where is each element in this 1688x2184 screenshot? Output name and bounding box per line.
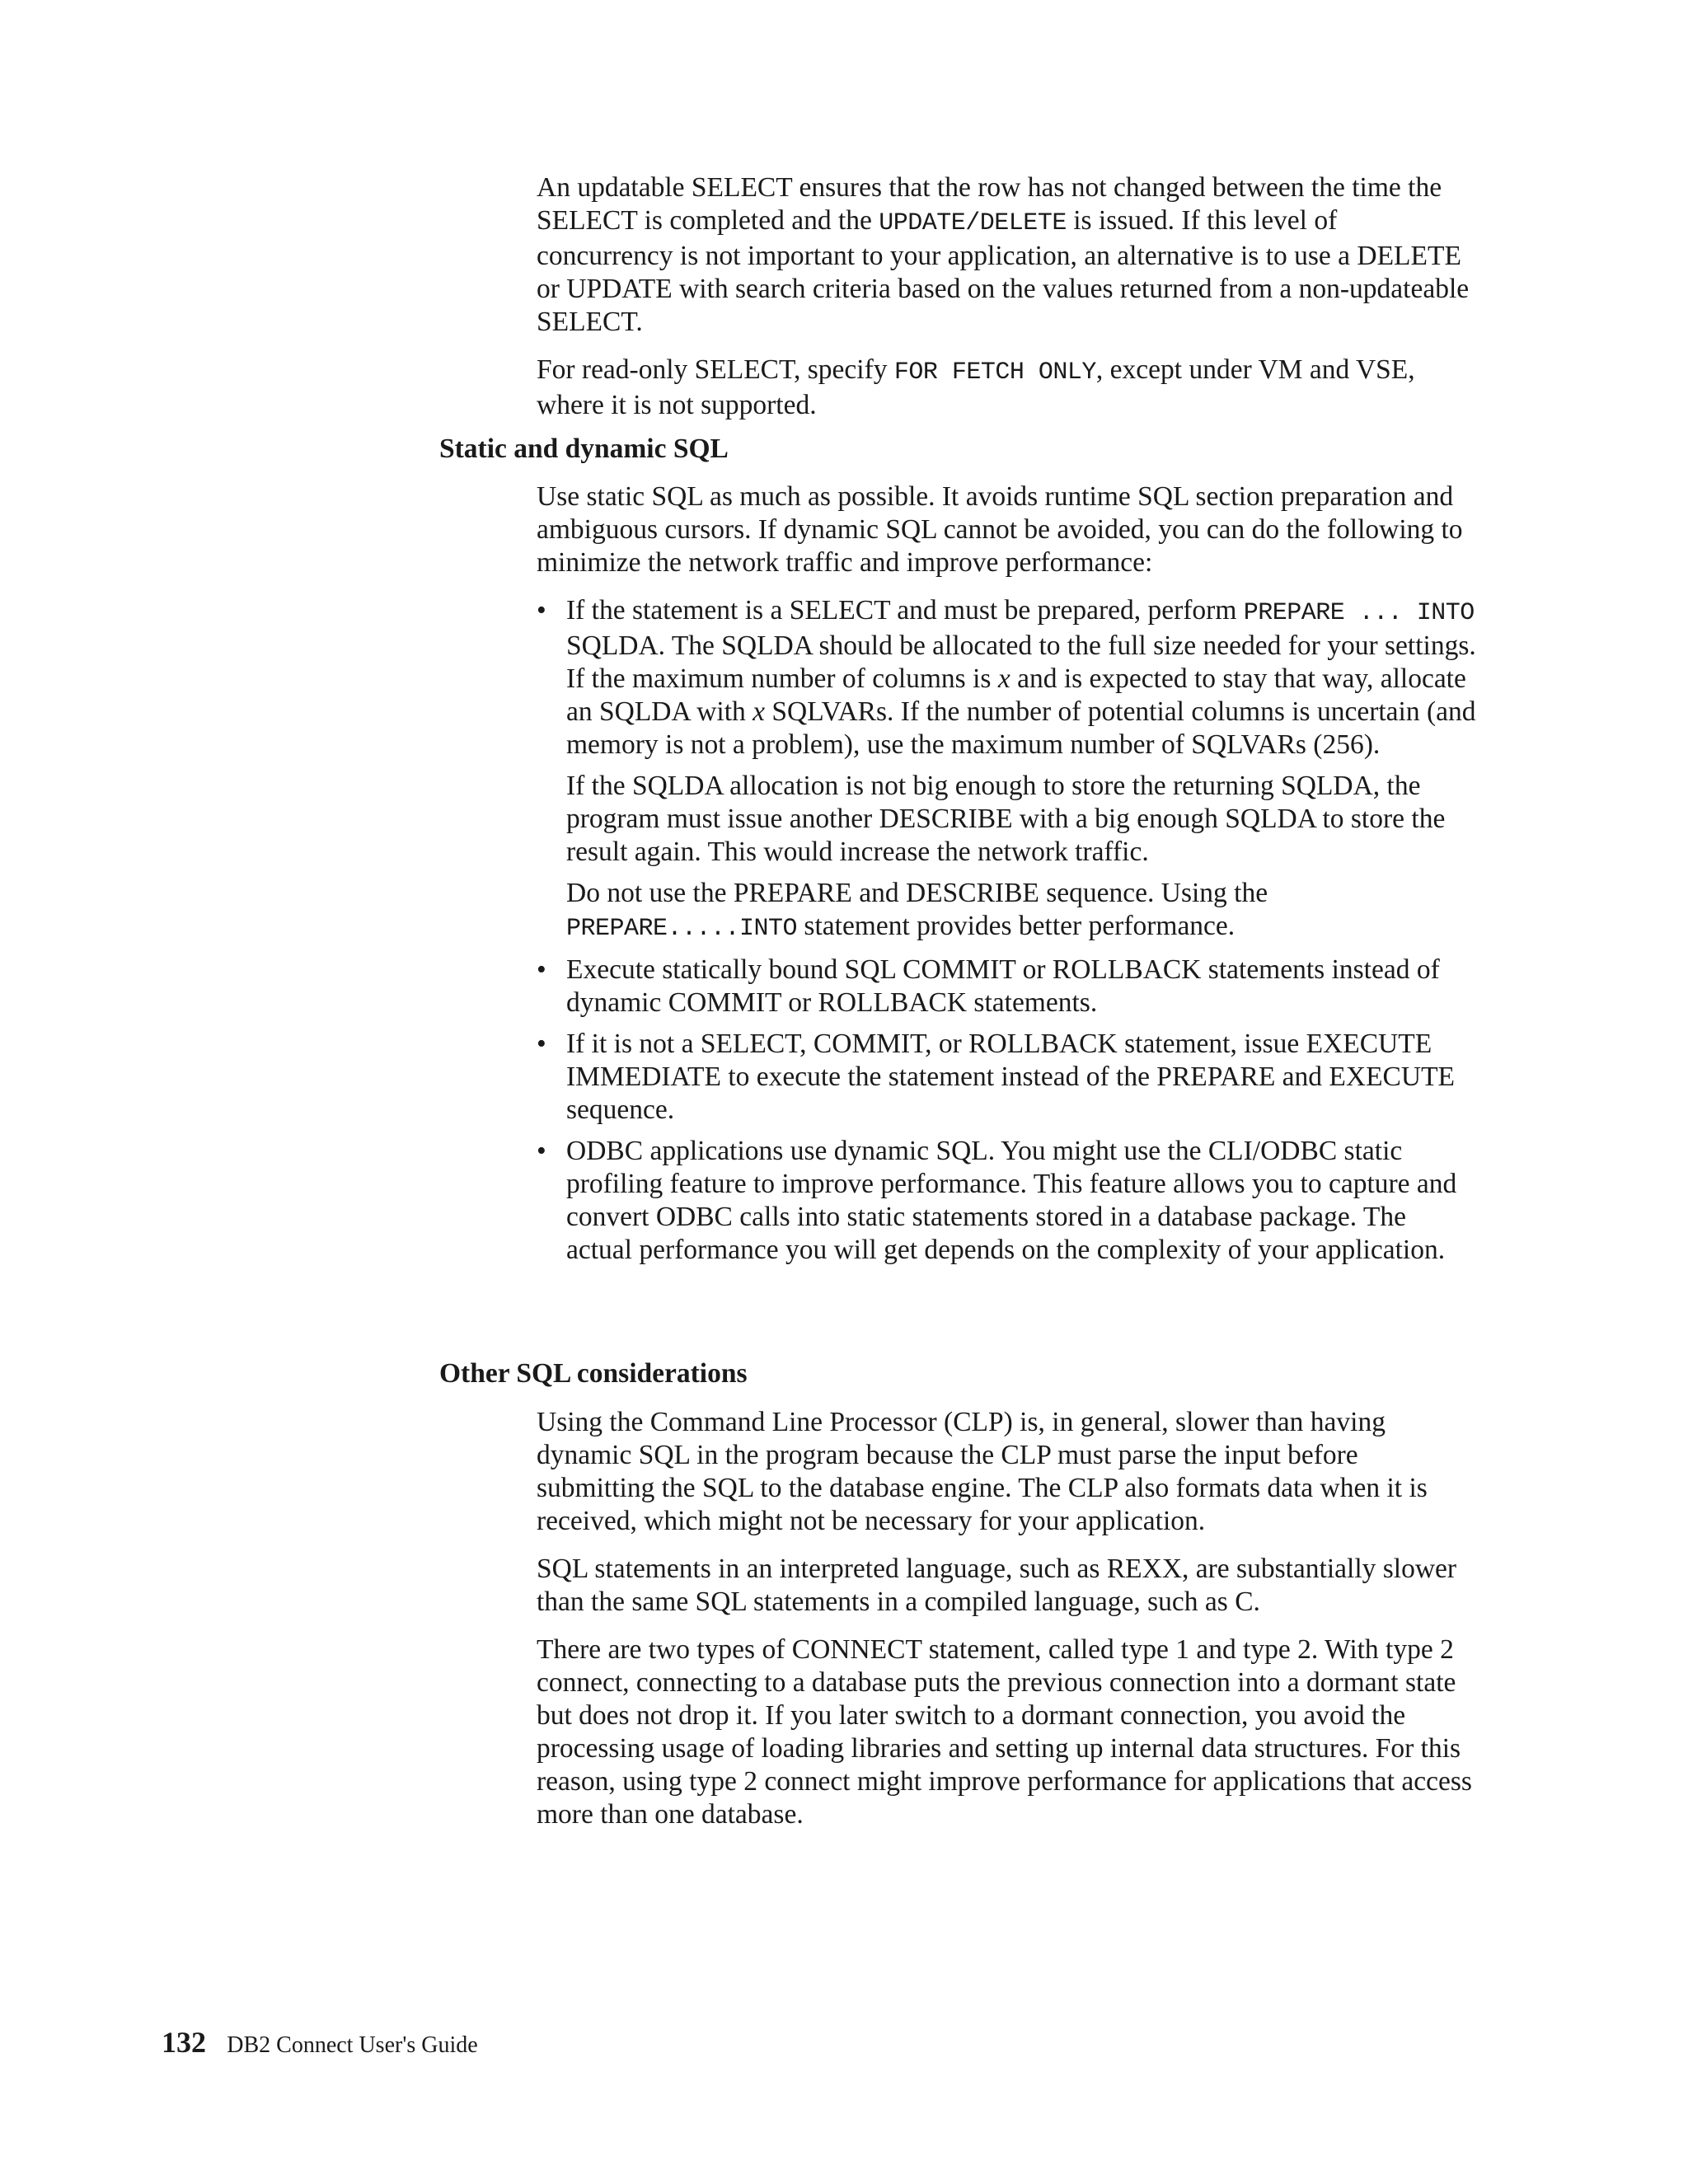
paragraph-interpreted-language: SQL statements in an interpreted language, such as REXX, are substantially slower than the same SQL statements in a compiled language, such as C. [537, 1554, 1457, 1617]
bullet-icon: • [537, 1029, 546, 1059]
paragraph-static-intro: Use static SQL as much as possible. It avoids runtime SQL section preparation and ambiguous cursors. If dynamic SQL cannot be avoided, you can do the following to minimize the network traffic and improve performance: [537, 481, 1463, 578]
bullet-icon: • [537, 1136, 546, 1166]
bullet-icon: • [537, 954, 546, 985]
list-item [537, 594, 1476, 945]
paragraph-updatable-select: An updatable SELECT ensures that the row has not changed between the time the SELECT is completed and the UPDATE/DELETE is issued. If this level of concurrency is not important to your application, an alternative is to use a DELETE or UPDATE with search criteria based on the values returned from a non-updateable SELECT. [537, 172, 1470, 337]
list-item [537, 1135, 1476, 1267]
document-title: DB2 Connect User's Guide [227, 2032, 478, 2058]
paragraph-connect-types: There are two types of CONNECT statement, called type 1 and type 2. With type 2 connect, connecting to a database puts the previous connection into a dormant state but does not drop it. If you later switch to a dormant connection, you avoid the processing usage of loading libraries and setting up internal data structures. For this reason, using type 2 connect might improve performance for applications that access more than one database. [537, 1634, 1472, 1830]
other-sql-section [537, 1406, 1476, 1846]
code-for-fetch-only: FOR FETCH ONLY [893, 359, 1096, 387]
paragraph-sqlda-allocation: If the SQLDA allocation is not big enough to store the returning SQLDA, the program must issue another DESCRIBE with a big enough SQLDA to store the result again. This would increase the network traffic. [566, 771, 1446, 867]
paragraph-execute-immediate: If it is not a SELECT, COMMIT, or ROLLBACK statement, issue EXECUTE IMMEDIATE to execute the statement instead of the PREPARE and EXECUTE sequence. [566, 1029, 1456, 1125]
static-sql-section [537, 480, 1476, 1275]
paragraph-clp: Using the Command Line Processor (CLP) is, in general, slower than having dynamic SQL in the program because the CLP must parse the input before submitting the SQL to the database engine. The CLP also formats data when it is received, which might not be necessary for your application. [537, 1407, 1428, 1536]
updatable-select-section [537, 171, 1476, 437]
bullet-icon: • [537, 595, 546, 626]
list-item [537, 1028, 1476, 1127]
code-prepare-into: PREPARE ... INTO [1243, 599, 1475, 627]
paragraph-commit-rollback: Execute statically bound SQL COMMIT or ROLLBACK statements instead of dynamic COMMIT or ROLLBACK statements. [566, 954, 1440, 1018]
list-item [537, 954, 1476, 1019]
page-number: 132 [162, 2026, 206, 2059]
code-update-delete: UPDATE/DELETE [879, 209, 1067, 237]
page-footer [162, 2026, 478, 2062]
heading-static-dynamic-sql: Static and dynamic SQL [439, 434, 729, 464]
paragraph-read-only-select: For read-only SELECT, specify FOR FETCH ONLY, except under VM and VSE, where it is not supported. [537, 354, 1415, 420]
code-prepare-dots-into: PREPARE.....INTO [566, 915, 798, 943]
heading-other-sql-considerations: Other SQL considerations [439, 1358, 748, 1389]
paragraph-odbc: ODBC applications use dynamic SQL. You might use the CLI/ODBC static profiling feature to improve performance. This feature allows you to capture and convert ODBC calls into static statements stored in a database package. The actual performance you will get depends on the complexity of your application. [566, 1136, 1457, 1265]
paragraph-prepare-into: If the statement is a SELECT and must be prepared, perform PREPARE ... INTO SQLDA. The SQLDA should be allocated to the full size needed for your settings. If the maximum number of columns is x and is expected to stay that way, allocate an SQLDA with x SQLVARs. If the number of potential columns is uncertain (and memory is not a problem), use the maximum number of SQLVARs (256). [566, 595, 1476, 760]
static-sql-bullet-list [537, 594, 1476, 1267]
paragraph-prepare-describe: Do not use the PREPARE and DESCRIBE sequence. Using the PREPARE.....INTO statement provides better performance. [566, 878, 1268, 943]
